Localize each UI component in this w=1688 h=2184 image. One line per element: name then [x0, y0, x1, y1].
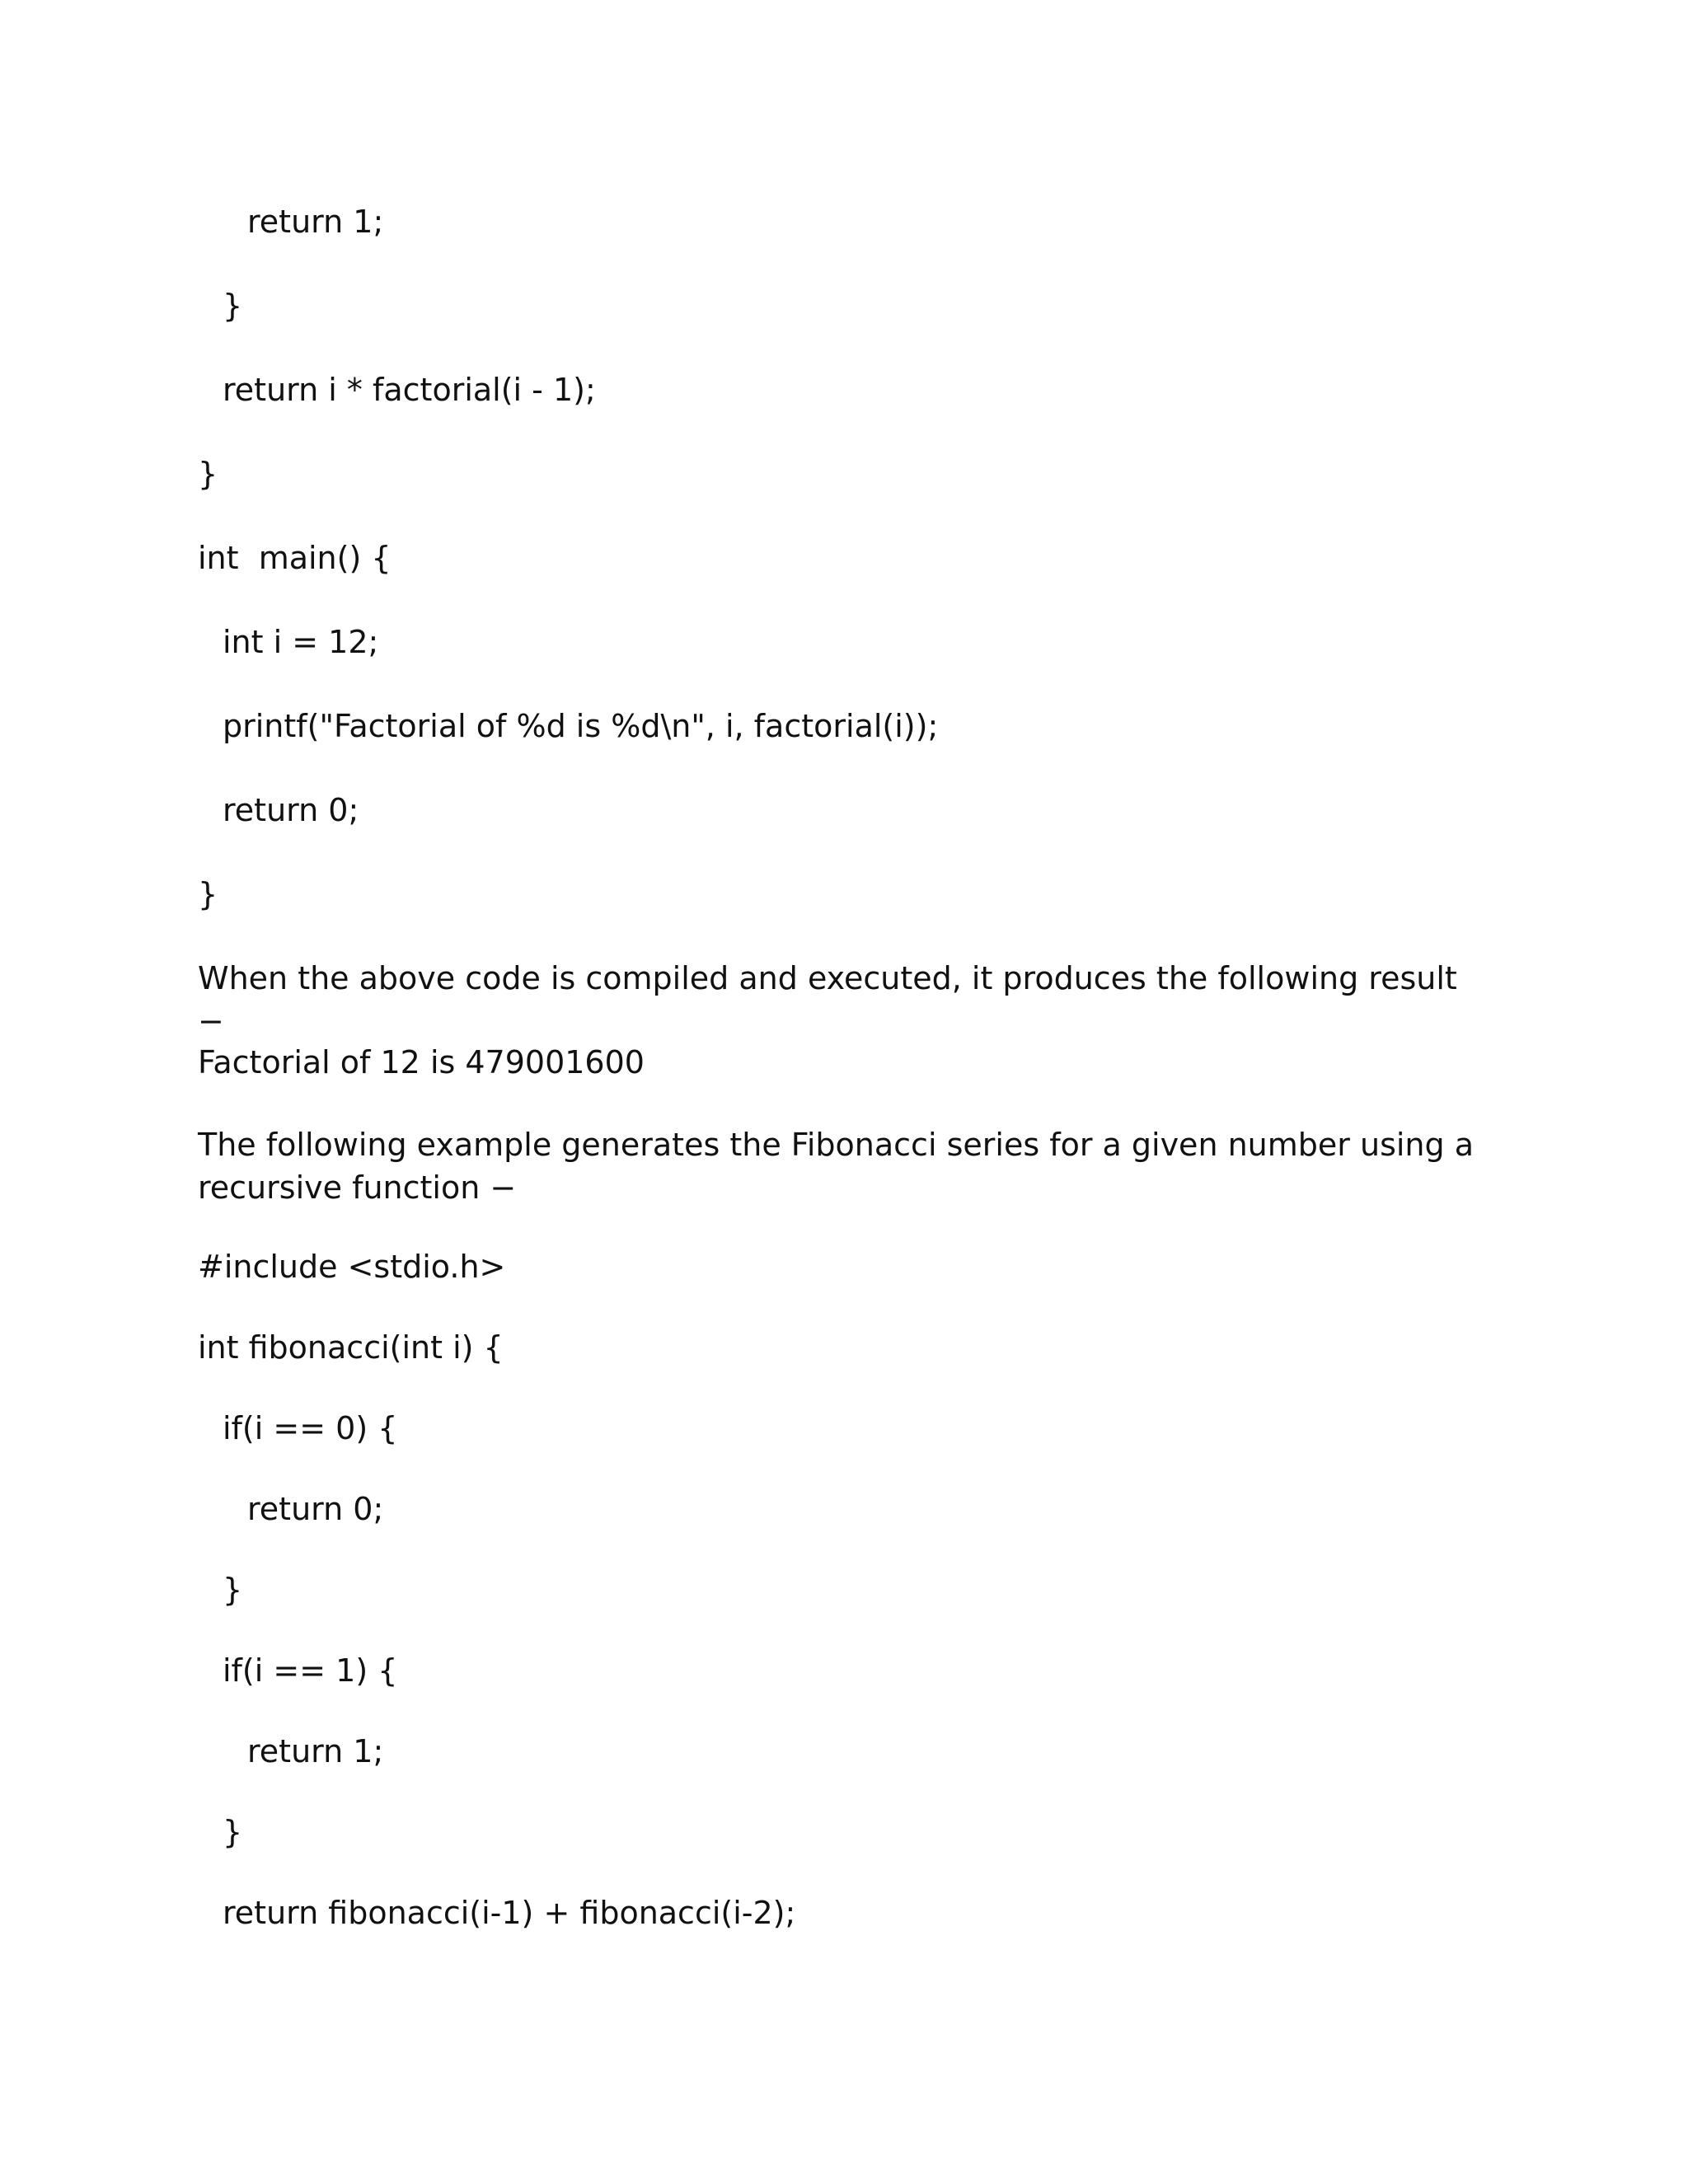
- code-line: }: [223, 1572, 243, 1608]
- code-line: if(i == 1) {: [223, 1652, 398, 1689]
- code-line: #include <stdio.h>: [198, 1249, 506, 1285]
- fibonacci-intro-paragraph: The following example generates the Fibonacci series for a given number using a recursive function −: [198, 1127, 1474, 1206]
- output-line: Factorial of 12 is 479001600: [198, 1044, 645, 1080]
- code-line: return 1;: [247, 1733, 384, 1769]
- result-paragraph: When the above code is compiled and executed, it produces the following result −: [198, 960, 1457, 1039]
- code-line: }: [198, 876, 218, 912]
- code-line: return 1;: [247, 204, 384, 240]
- code-line: return i * factorial(i - 1);: [223, 372, 596, 408]
- code-line: return fibonacci(i-1) + fibonacci(i-2);: [223, 1895, 796, 1931]
- code-line: }: [223, 288, 243, 324]
- code-line: int main() {: [198, 540, 392, 576]
- code-line: }: [198, 456, 218, 492]
- code-line: if(i == 0) {: [223, 1410, 398, 1446]
- code-line: }: [223, 1814, 243, 1850]
- code-line: int fibonacci(int i) {: [198, 1329, 504, 1366]
- code-line: int i = 12;: [223, 624, 379, 660]
- code-line: return 0;: [247, 1491, 384, 1527]
- code-line: return 0;: [223, 792, 359, 828]
- code-line: printf("Factorial of %d is %d\n", i, factorial(i));: [223, 708, 939, 744]
